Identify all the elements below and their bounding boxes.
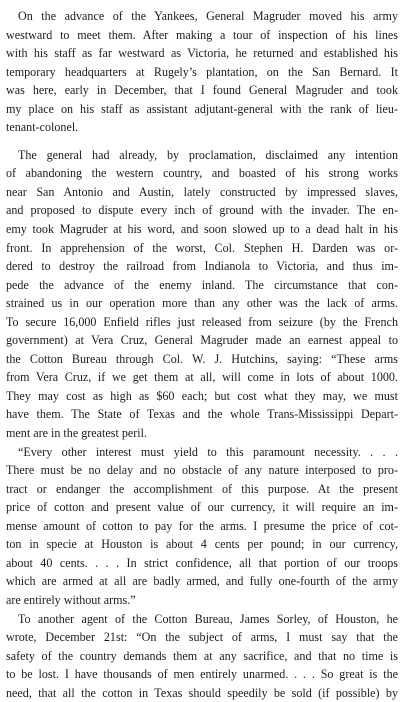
- paragraph-4: [6, 610, 398, 702]
- text-line: to be lost. I have thousands of men entirely unarmed. . . . So great is the: [6, 665, 398, 684]
- text-line: tract or endanger the accomplishment of this purpose. At the present: [6, 480, 398, 499]
- paragraph-3: [6, 443, 398, 610]
- text-line: are entirely without arms.”: [6, 591, 398, 610]
- text-line: safety of the country demands them at any sacrifice, and that no time is: [6, 647, 398, 666]
- text-line: need, that all the cotton in Texas should speedily be sold (if possible) by: [6, 684, 398, 702]
- text-line: and proposed to dispute every inch of ground with the invader. The en-: [6, 201, 398, 220]
- paragraph-2: [6, 146, 398, 443]
- text-line: There must be no delay and no obstacle of any nature interposed to pro-: [6, 461, 398, 480]
- text-line: strained us in our operation more than any other was the lack of arms.: [6, 294, 398, 313]
- text-line: my place on his staff as assistant adjutant-general with the rank of lieu-: [6, 100, 398, 119]
- page-text: [6, 7, 398, 702]
- text-line: On the advance of the Yankees, General Magruder moved his army: [6, 7, 398, 26]
- text-line: have them. The State of Texas and the whole Trans-Mississippi Depart-: [6, 405, 398, 424]
- text-line: from Vera Cruz, if we get them at all, will come in lots of about 1000.: [6, 368, 398, 387]
- text-line: mense amount of cotton to pay for the arms. I presume the price of cot-: [6, 517, 398, 536]
- text-line: which are armed at all are badly armed, and fully one-fourth of the army: [6, 572, 398, 591]
- text-line: dered to destroy the railroad from Indianola to Victoria, and thus im-: [6, 257, 398, 276]
- text-line: To another agent of the Cotton Bureau, James Sorley, of Houston, he: [6, 610, 398, 629]
- text-line: wrote, December 21st: “On the subject of arms, I must say that the: [6, 628, 398, 647]
- paragraph-1: [6, 7, 398, 137]
- text-line: of abandoning the western country, and boasted of his strong works: [6, 164, 398, 183]
- text-line: front. In apprehension of the worst, Col. Stephen H. Darden was or-: [6, 239, 398, 258]
- text-line: To secure 16,000 Enfield rifles just released from seizure (by the French: [6, 313, 398, 332]
- text-line: price of cotton and present value of our currency, it will require an im-: [6, 498, 398, 517]
- text-line: about 40 cents. . . . In strict confidence, all that portion of our troops: [6, 554, 398, 573]
- text-line: temporary headquarters at Rugely’s plantation, on the San Bernard. It: [6, 63, 398, 82]
- text-line: emy took Magruder at his word, and soon slowed up to a dead halt in his: [6, 220, 398, 239]
- text-line: westward to meet them. After making a tour of inspection of his lines: [6, 26, 398, 45]
- text-line: ment are in the greatest peril.: [6, 424, 398, 443]
- paragraph-gap: [6, 137, 398, 146]
- text-line: tenant-colonel.: [6, 118, 398, 137]
- text-line: with his staff as far westward as Victoria, he returned and established his: [6, 44, 398, 63]
- text-line: pede the advance of the enemy inland. The circumstance that con-: [6, 276, 398, 295]
- text-line: the Cotton Bureau through Col. W. J. Hutchins, saying: “These arms: [6, 350, 398, 369]
- text-line: ton in specie at Houston is about 4 cents per pound; in our currency,: [6, 535, 398, 554]
- text-line: “Every other interest must yield to this paramount necessity. . . .: [6, 443, 398, 462]
- text-line: The general had already, by proclamation, disclaimed any intention: [6, 146, 398, 165]
- text-line: government) at Vera Cruz, General Magruder made an earnest appeal to: [6, 331, 398, 350]
- text-line: was here, early in December, that I found General Magruder and took: [6, 81, 398, 100]
- text-line: near San Antonio and Austin, lately constructed by impressed slaves,: [6, 183, 398, 202]
- text-line: They may cost as high as $60 each; but cost what they may, we must: [6, 387, 398, 406]
